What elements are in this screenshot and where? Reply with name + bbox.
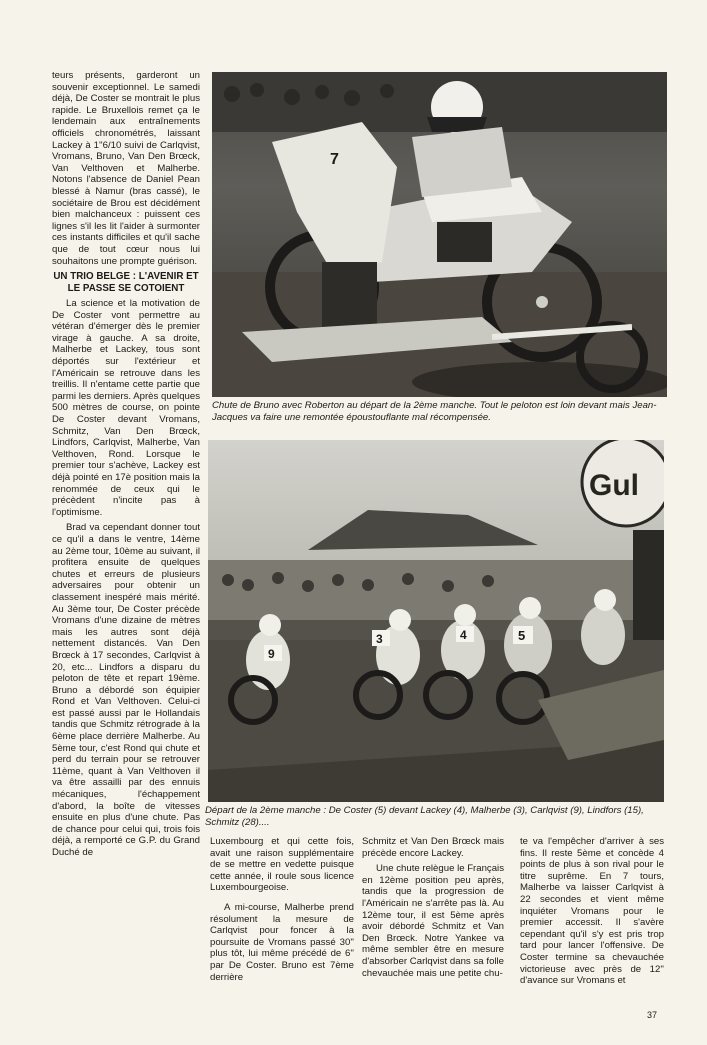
plate-number-4: 4 [460, 628, 467, 642]
intro-paragraph: teurs présents, garderont un souvenir exceptionnel. Le samedi déjà, De Coster se montrait le plus rapide. Le Bruxellois remet ça le lendemain aux entraînements officiels chronométrés, laissant Lackey à 1''6/10 suivi de Carlqvist, Vromans, Bruno, Van Den Brœck, Van Velthoven et Malherbe. Notons l'absence de Daniel Pean blessé à Namur (bras cassé), le sociétaire de Brou est décidément bien malchanceux : puissent ces lignes s'il les lit l'aider à surmonter ces instants difficiles et qu'il sache que de tout cœur nous lui souhaitons une prompte guérison. [52, 70, 200, 267]
section-heading: UN TRIO BELGE : L'AVENIR ET LE PASSE SE COTOIENT [53, 271, 199, 294]
gulf-sign-text: Gul [589, 469, 639, 502]
text-column-3 [362, 836, 504, 983]
paragraph: Schmitz et Van Den Brœck mais précède encore Lackey. [362, 836, 504, 859]
text-column-2 [210, 836, 354, 987]
photo-crash-image [212, 72, 667, 397]
svg-text:7: 7 [330, 151, 339, 168]
paragraph: te va l'empêcher d'arriver à ses fins. Il reste 5ème et concède 4 points de plus à son rival pour le titre suprême. En 7 tours, Malherbe va laisser Carlqvist à 22 secondes et vient même inquiéter Vromans pour le premier accessit. Il s'avère cependant qu'il s'y est pris trop tard pour lancer l'offensive. De Coster termine sa chevauchée victorieuse avec près de 12'' d'avance sur Vromans et [520, 836, 664, 987]
photo-start [208, 440, 664, 802]
paragraph: Luxembourg et qui cette fois, avait une raison supplémentaire de se mettre en vedette puisque cette année, il roule sous licence Luxembourgeoise. [210, 836, 354, 894]
plate-number-5: 5 [518, 628, 526, 643]
text-column-1 [52, 70, 200, 863]
page-number: 37 [646, 1010, 657, 1020]
photo-start-caption: Départ de la 2ème manche : De Coster (5) devant Lackey (4), Malherbe (3), Carlqvist (9), Lindfors (15), Schmitz (28).... [205, 805, 644, 828]
paragraph: La science et la motivation de De Coster vont permettre au vétéran d'émerger dès le premier virage à gauche. A sa droite, Malherbe et Lackey, tous sont déportés sur l'extérieur et l'Américain se retrouve dans les treillis. Il n'entame cette partie que parmi les derniers. Après quelques 500 mètres de course, on pointe De Coster devant Vromans, Schmitz, Van Den Brœck, Lindfors, Carlqvist, Malherbe, Van Velthoven, Rond. Lorsque le premier tour s'achève, Lackey est déjà pointé en 17è position mais la renommée de ceux qui le précèdent n'incite pas à l'optimisme. [52, 298, 200, 518]
plate-number-9: 9 [268, 647, 275, 661]
photo-start-image [208, 440, 664, 802]
paragraph: Une chute relègue le Français en 12ème position peu après, tandis que la progression de l'Américain ne s'arrête pas là. Au 12ème tour, il est 5ème après avoir débordé Schmitz et Van Den Brœck. Notre Yankee va même sembler être en mesure d'absorber Carlqvist dans sa folle chevauchée mais une petite chu- [362, 863, 504, 979]
plate-number-3: 3 [376, 632, 383, 646]
photo-crash [212, 72, 667, 397]
text-column-4 [520, 836, 664, 991]
paragraph: A mi-course, Malherbe prend résolument la mesure de Carlqvist pour foncer à la poursuite de Vromans passé 30'' plus tôt, lui même précédé de 6'' par De Coster. Bruno est 7ème derrière [210, 901, 354, 983]
photo-crash-caption: Chute de Bruno avec Roberton au départ de la 2ème manche. Tout le peloton est loin devant mais Jean-Jacques va faire une remontée époustouflante mal récompensée. [212, 400, 657, 423]
paragraph: Brad va cependant donner tout ce qu'il a dans le ventre, 14ème au 2ème tour, 10ème au suivant, il profitera ensuite de quelques chutes et erreurs de plusieurs adversaires pour obtenir un classement inespéré mais mérité. Au 3ème tour, De Coster précède Vromans d'une dizaine de mètres mais les autres sont déjà nettement distancés. Van Den Brœck à 17 secondes, Carlqvist à 20, etc... Lindfors a disparu du peloton de tête et repart 19ème. Bruno a débordé son équipier Rond et Van Velthoven. Celui-ci est passé aussi par le Hollandais tandis que Schmitz rétrograde à la 6ème place derrière Malherbe. Au 5ème tour, c'est Rond qui chute et perd du terrain pour se retrouver 11ème, quant à Van Velthoven il va être assailli par des ennuis mécaniques, l'échappement d'abord, la boîte de vitesses ensuite en plus d'une chute. Pas de chance pour celui qui, trois fois déjà, a remporté ce G.P. du Grand Duché de [52, 522, 200, 858]
